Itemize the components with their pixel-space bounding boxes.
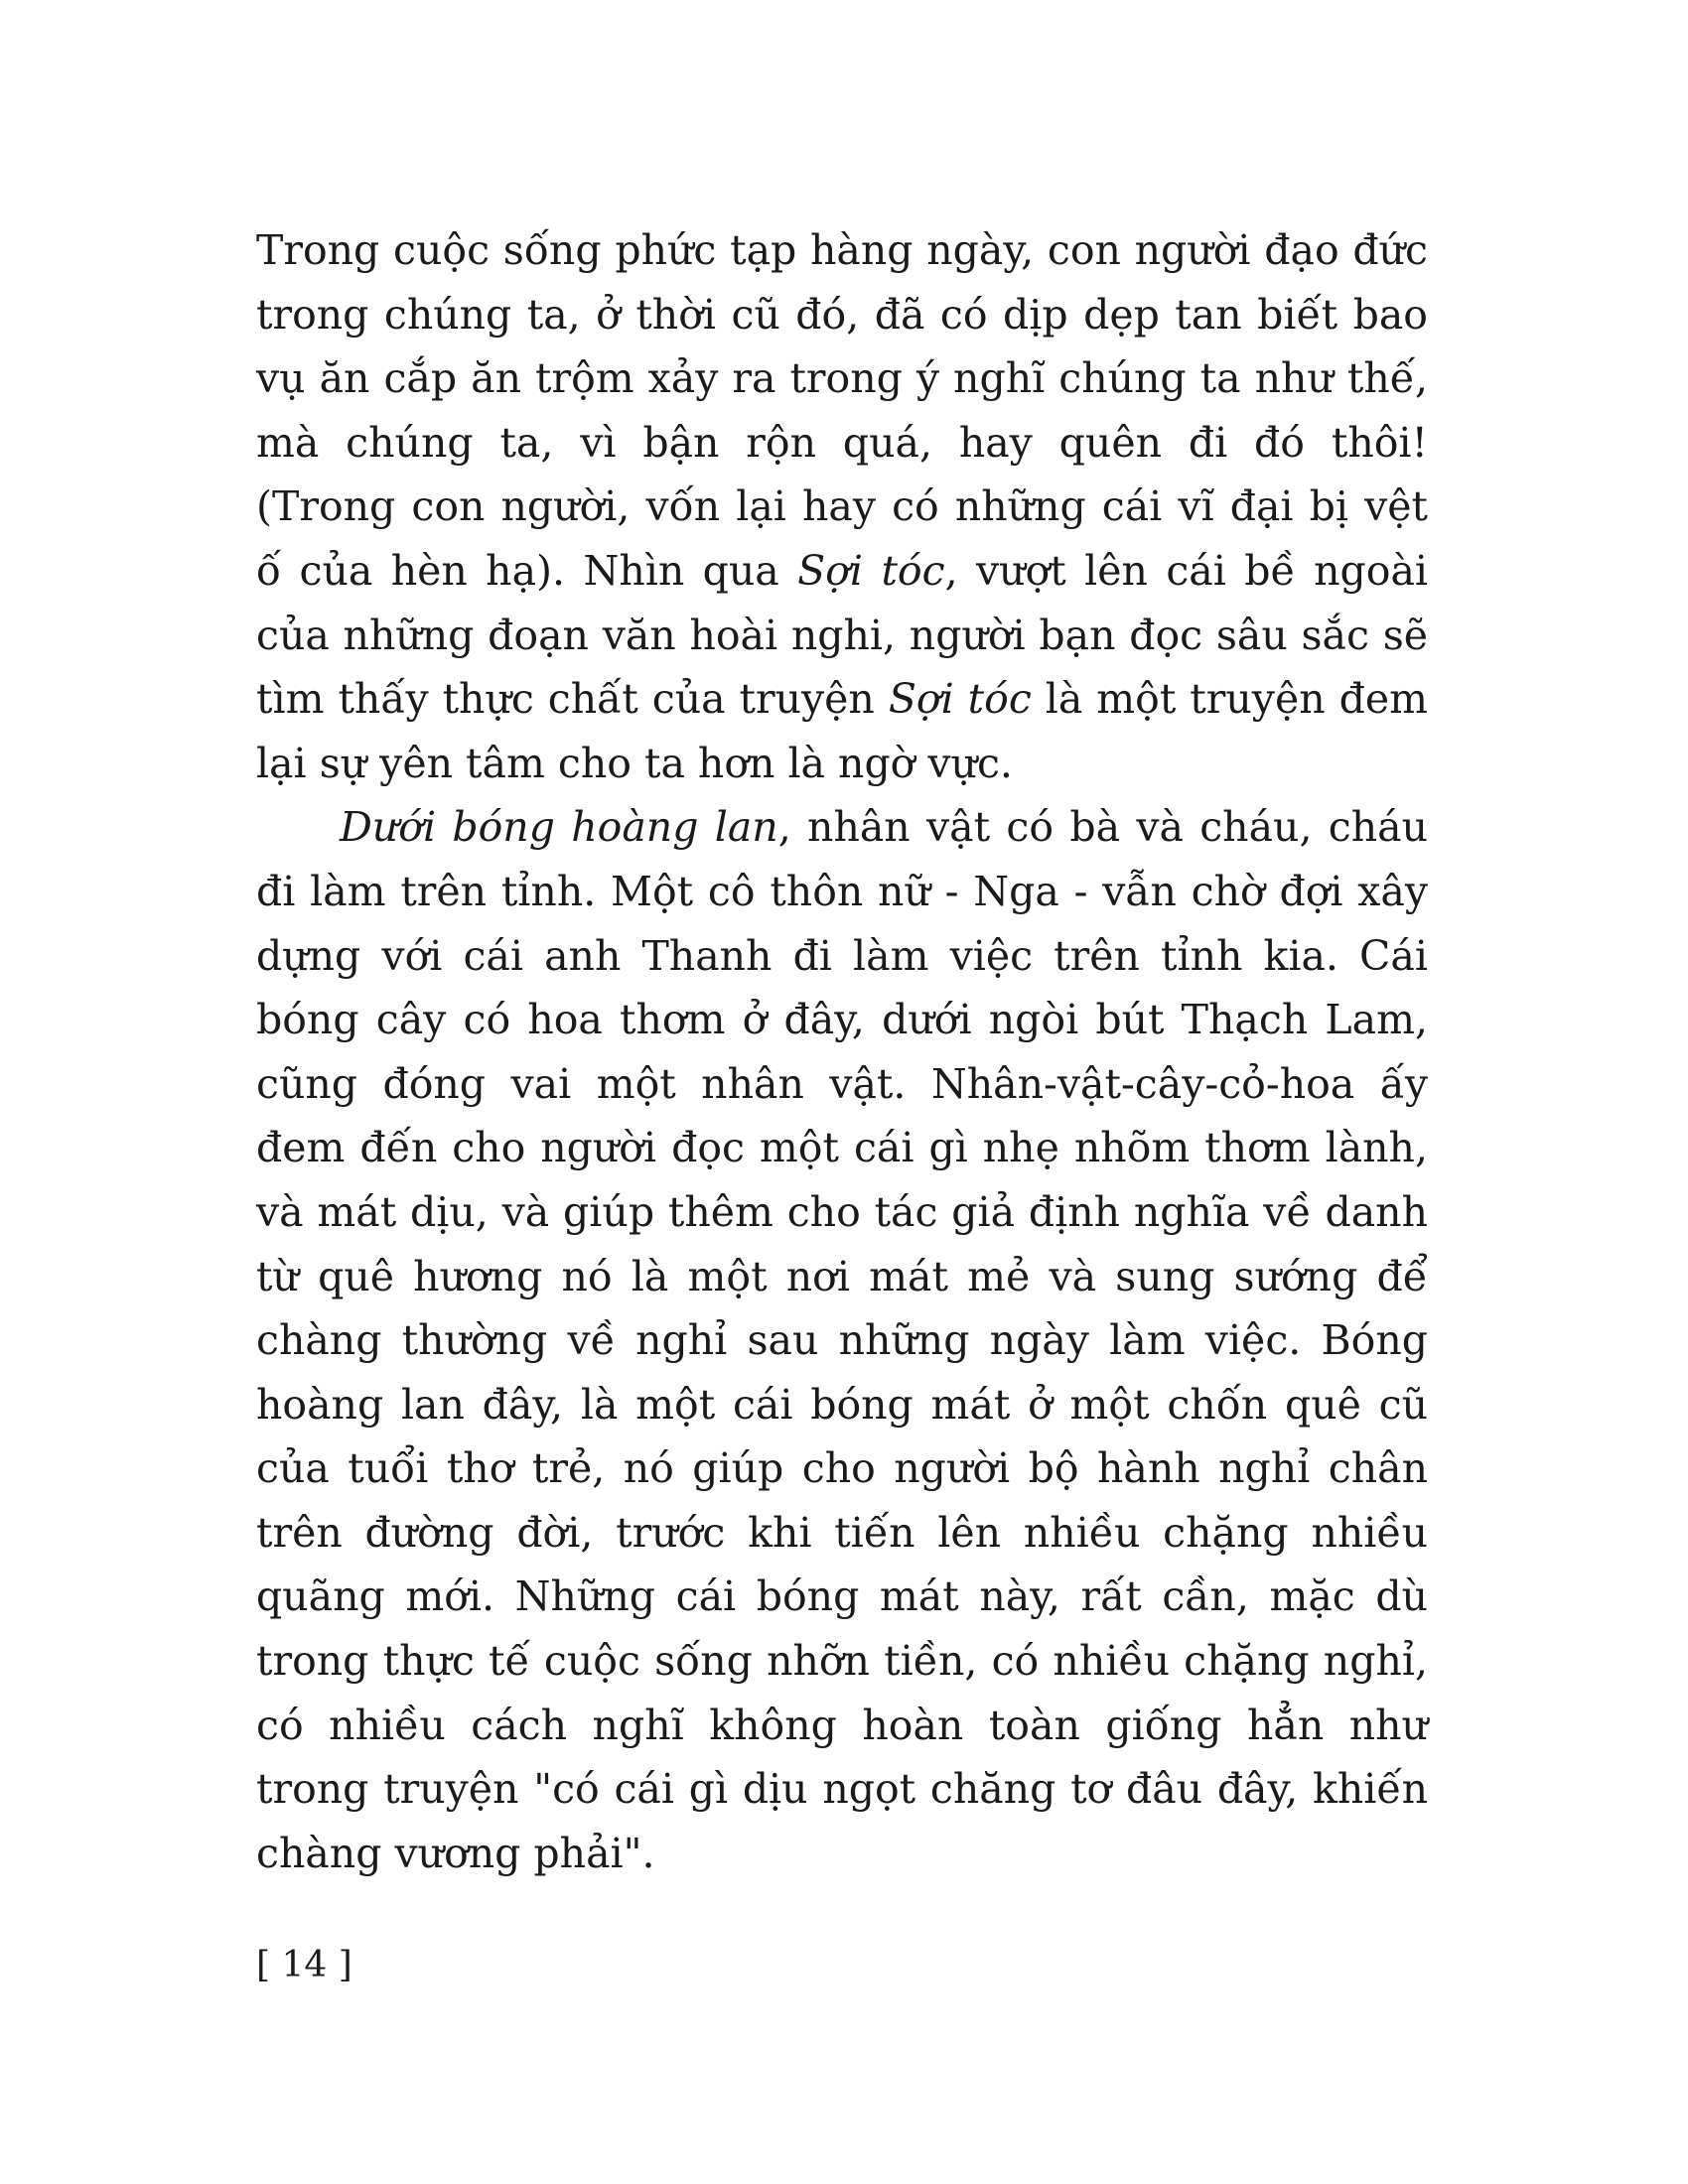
paragraph-2: Dưới bóng hoàng lan, nhân vật có bà và cháu, cháu đi làm trên tỉnh. Một cô thôn nữ - Nga - vẫn chờ đợi xây dựng với cái anh Thanh đi làm việc trên tỉnh kia. Cái bóng cây có hoa thơm ở đây, dưới ngòi bút Thạch Lam, cũng đóng vai một nhân vật. Nhân-vật-cây-cỏ-hoa ấy đem đến cho người đọc một cái gì nhẹ nhõm thơm lành, và mát dịu, và giúp thêm cho tác giả định nghĩa về danh từ quê hương nó là một nơi mát mẻ và sung sướng để chàng thường về nghỉ sau những ngày làm việc. Bóng hoàng lan đây, là một cái bóng mát ở một chốn quê cũ của tuổi thơ trẻ, nó giúp cho người bộ hành nghỉ chân trên đường đời, trước khi tiến lên nhiều chặng nhiều quãng mới. Những cái bóng mát này, rất cần, mặc dù trong thực tế cuộc sống nhỡn tiền, có nhiều chặng nghỉ, có nhiều cách nghĩ không hoàn toàn giống hẳn như trong truyện "có cái gì dịu ngọt chăng tơ đâu đây, khiến chàng vương phải". <box>256 803 1428 1877</box>
book-title-soi-toc: Sợi tóc <box>888 675 1032 724</box>
body-text <box>256 218 1428 1885</box>
paragraph-1: Trong cuộc sống phức tạp hàng ngày, con người đạo đức trong chúng ta, ở thời cũ đó, đã có dịp dẹp tan biết bao vụ ăn cắp ăn trộm xảy ra trong ý nghĩ chúng ta như thế, mà chúng ta, vì bận rộn quá, hay quên đi đó thôi! (Trong con người, vốn lại hay có những cái vĩ đại bị vệt ố của hèn hạ). Nhìn qua Sợi tóc, vượt lên cái bề ngoài của những đoạn văn hoài nghi, người bạn đọc sâu sắc sẽ tìm thấy thực chất của truyện Sợi tóc là một truyện đem lại sự yên tâm cho ta hơn là ngờ vực. <box>256 226 1429 787</box>
book-title-soi-toc: Sợi tóc <box>797 546 945 595</box>
page-number: [ 14 ] <box>256 1945 352 1985</box>
book-title-duoi-bong-hoang-lan: Dưới bóng hoàng lan <box>340 803 778 852</box>
